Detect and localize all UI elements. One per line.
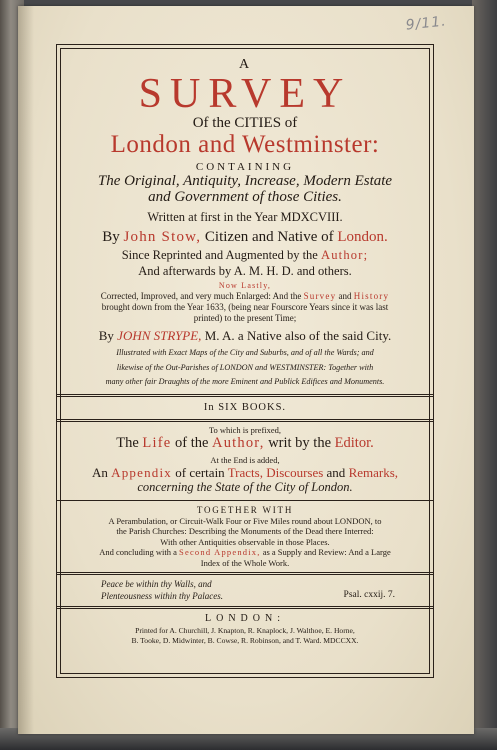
by-word: By (102, 229, 120, 245)
containing-label: CONTAINING (195, 161, 295, 173)
and-word: and (338, 291, 352, 301)
title-london-westminster: London and Westminster: (110, 131, 380, 158)
author-word: Author; (320, 248, 369, 262)
author-line (67, 228, 423, 246)
editor-desc: M. A. a Native also of the said City. (204, 328, 392, 343)
life-line (67, 435, 423, 452)
page-gutter-shadow (18, 6, 34, 734)
author-desc: Citizen and Native of (204, 229, 334, 245)
corrected-text: Corrected, Improved, and very much Enlarged: And the (100, 291, 302, 301)
of-the-word: of the (175, 434, 209, 451)
six-books: In SIX BOOKS. (203, 401, 287, 413)
illustrated-line-3: many other fair Draughts of the more Eminent and Publick Edifices and Monuments. (105, 377, 385, 386)
an-word: An (91, 464, 108, 480)
of-certain: of certain (175, 464, 225, 480)
second-appendix-word: Second Appendix, (179, 547, 261, 557)
prefixed-label: To which is prefixed, (208, 424, 282, 435)
reprinted-line (67, 248, 423, 262)
life-word: Life (142, 434, 172, 451)
divider (57, 419, 433, 422)
supply-text: as a Supply and Review: And a Large (262, 547, 391, 557)
psalm-reference: Psal. cxxij. 7. (343, 590, 395, 600)
corrected-line (67, 291, 423, 302)
perambulation-line-3: With other Antiquities observable in those Places. (160, 536, 330, 547)
writ-by: writ by the (268, 434, 332, 451)
index-line: Index of the Whole Work. (200, 557, 290, 568)
by2-word: By (98, 328, 114, 343)
title-block (67, 53, 423, 646)
motto-line-2: Plenteousness within thy Palaces. (101, 590, 223, 601)
author-name: John Stow, (123, 229, 202, 245)
title-page (18, 6, 474, 734)
illustrated-line-1: Illustrated with Exact Maps of the City and Suburbs, and of all the Wards; and (116, 348, 374, 357)
history-word: History (353, 291, 390, 301)
perambulation-line-1: A Perambulation, or Circuit-Walk Four or Five Miles round about LONDON, to (108, 515, 382, 526)
editor-name: JOHN STRYPE, (117, 328, 202, 343)
and-word-2: and (326, 464, 346, 480)
appendix-word: Appendix (111, 464, 172, 480)
concerning-line: concerning the State of the City of London. (137, 479, 353, 494)
title-survey: SURVEY (138, 71, 352, 117)
reprinted-text: Since Reprinted and Augmented by the (121, 248, 318, 262)
the-word: The (116, 434, 139, 451)
divider (57, 572, 433, 575)
subtitle-line-1: The Original, Antiquity, Increase, Modern Estate (97, 173, 393, 189)
illustrated-line-2: likewise of the Out-Parishes of LONDON and WESTMINSTER: Together with (116, 362, 374, 372)
editor-line (67, 328, 423, 344)
motto (67, 579, 423, 602)
imprint-line-2: B. Tooke, D. Midwinter, B. Cowse, R. Robinson, and T. Ward. MDCCXX. (131, 636, 359, 645)
background-right (472, 0, 497, 750)
appendix-line (67, 465, 423, 480)
page-border (56, 44, 434, 678)
pencil-annotation: 9/11. (404, 13, 448, 34)
editor-word: Editor. (334, 434, 374, 451)
divider (57, 606, 433, 609)
title-of-cities: Of the CITIES of (192, 115, 298, 131)
divider (57, 500, 433, 501)
written-year: Written at first in the Year MDXCVIII. (147, 210, 343, 224)
author-word-2: Author, (212, 434, 265, 451)
remarks-word: Remarks, (348, 464, 399, 480)
motto-line-1: Peace be within thy Walls, and (101, 579, 212, 589)
subtitle-line-2: and Government of those Cities. (148, 189, 342, 205)
concluding-text: And concluding with a (99, 547, 177, 557)
brought-line: brought down from the Year 1633, (being near Fourscore Years since it was last (101, 302, 389, 312)
london-word: London. (337, 229, 388, 245)
discourses-word: Discourses (266, 464, 324, 480)
survey-word: Survey (303, 291, 337, 301)
perambulation-line-2: the Parish Churches: Describing the Monuments of the Dead there Interred: (116, 526, 374, 536)
now-lastly: Now Lastly, (218, 281, 272, 290)
together-heading: TOGETHER WITH (196, 504, 294, 515)
second-appendix-line (67, 547, 423, 558)
imprint-city: LONDON: (205, 613, 285, 624)
title-article: A (238, 57, 252, 72)
afterwards-line: And afterwards by A. M. H. D. and others. (138, 264, 352, 278)
tracts-word: Tracts, (227, 464, 263, 480)
imprint-line-1: Printed for A. Churchill, J. Knapton, R. Knaplock, J. Walthoe, E. Horne, (135, 626, 355, 635)
printed-time-line: printed) to the present Time; (193, 313, 297, 323)
end-added-label: At the End is added, (210, 454, 280, 465)
